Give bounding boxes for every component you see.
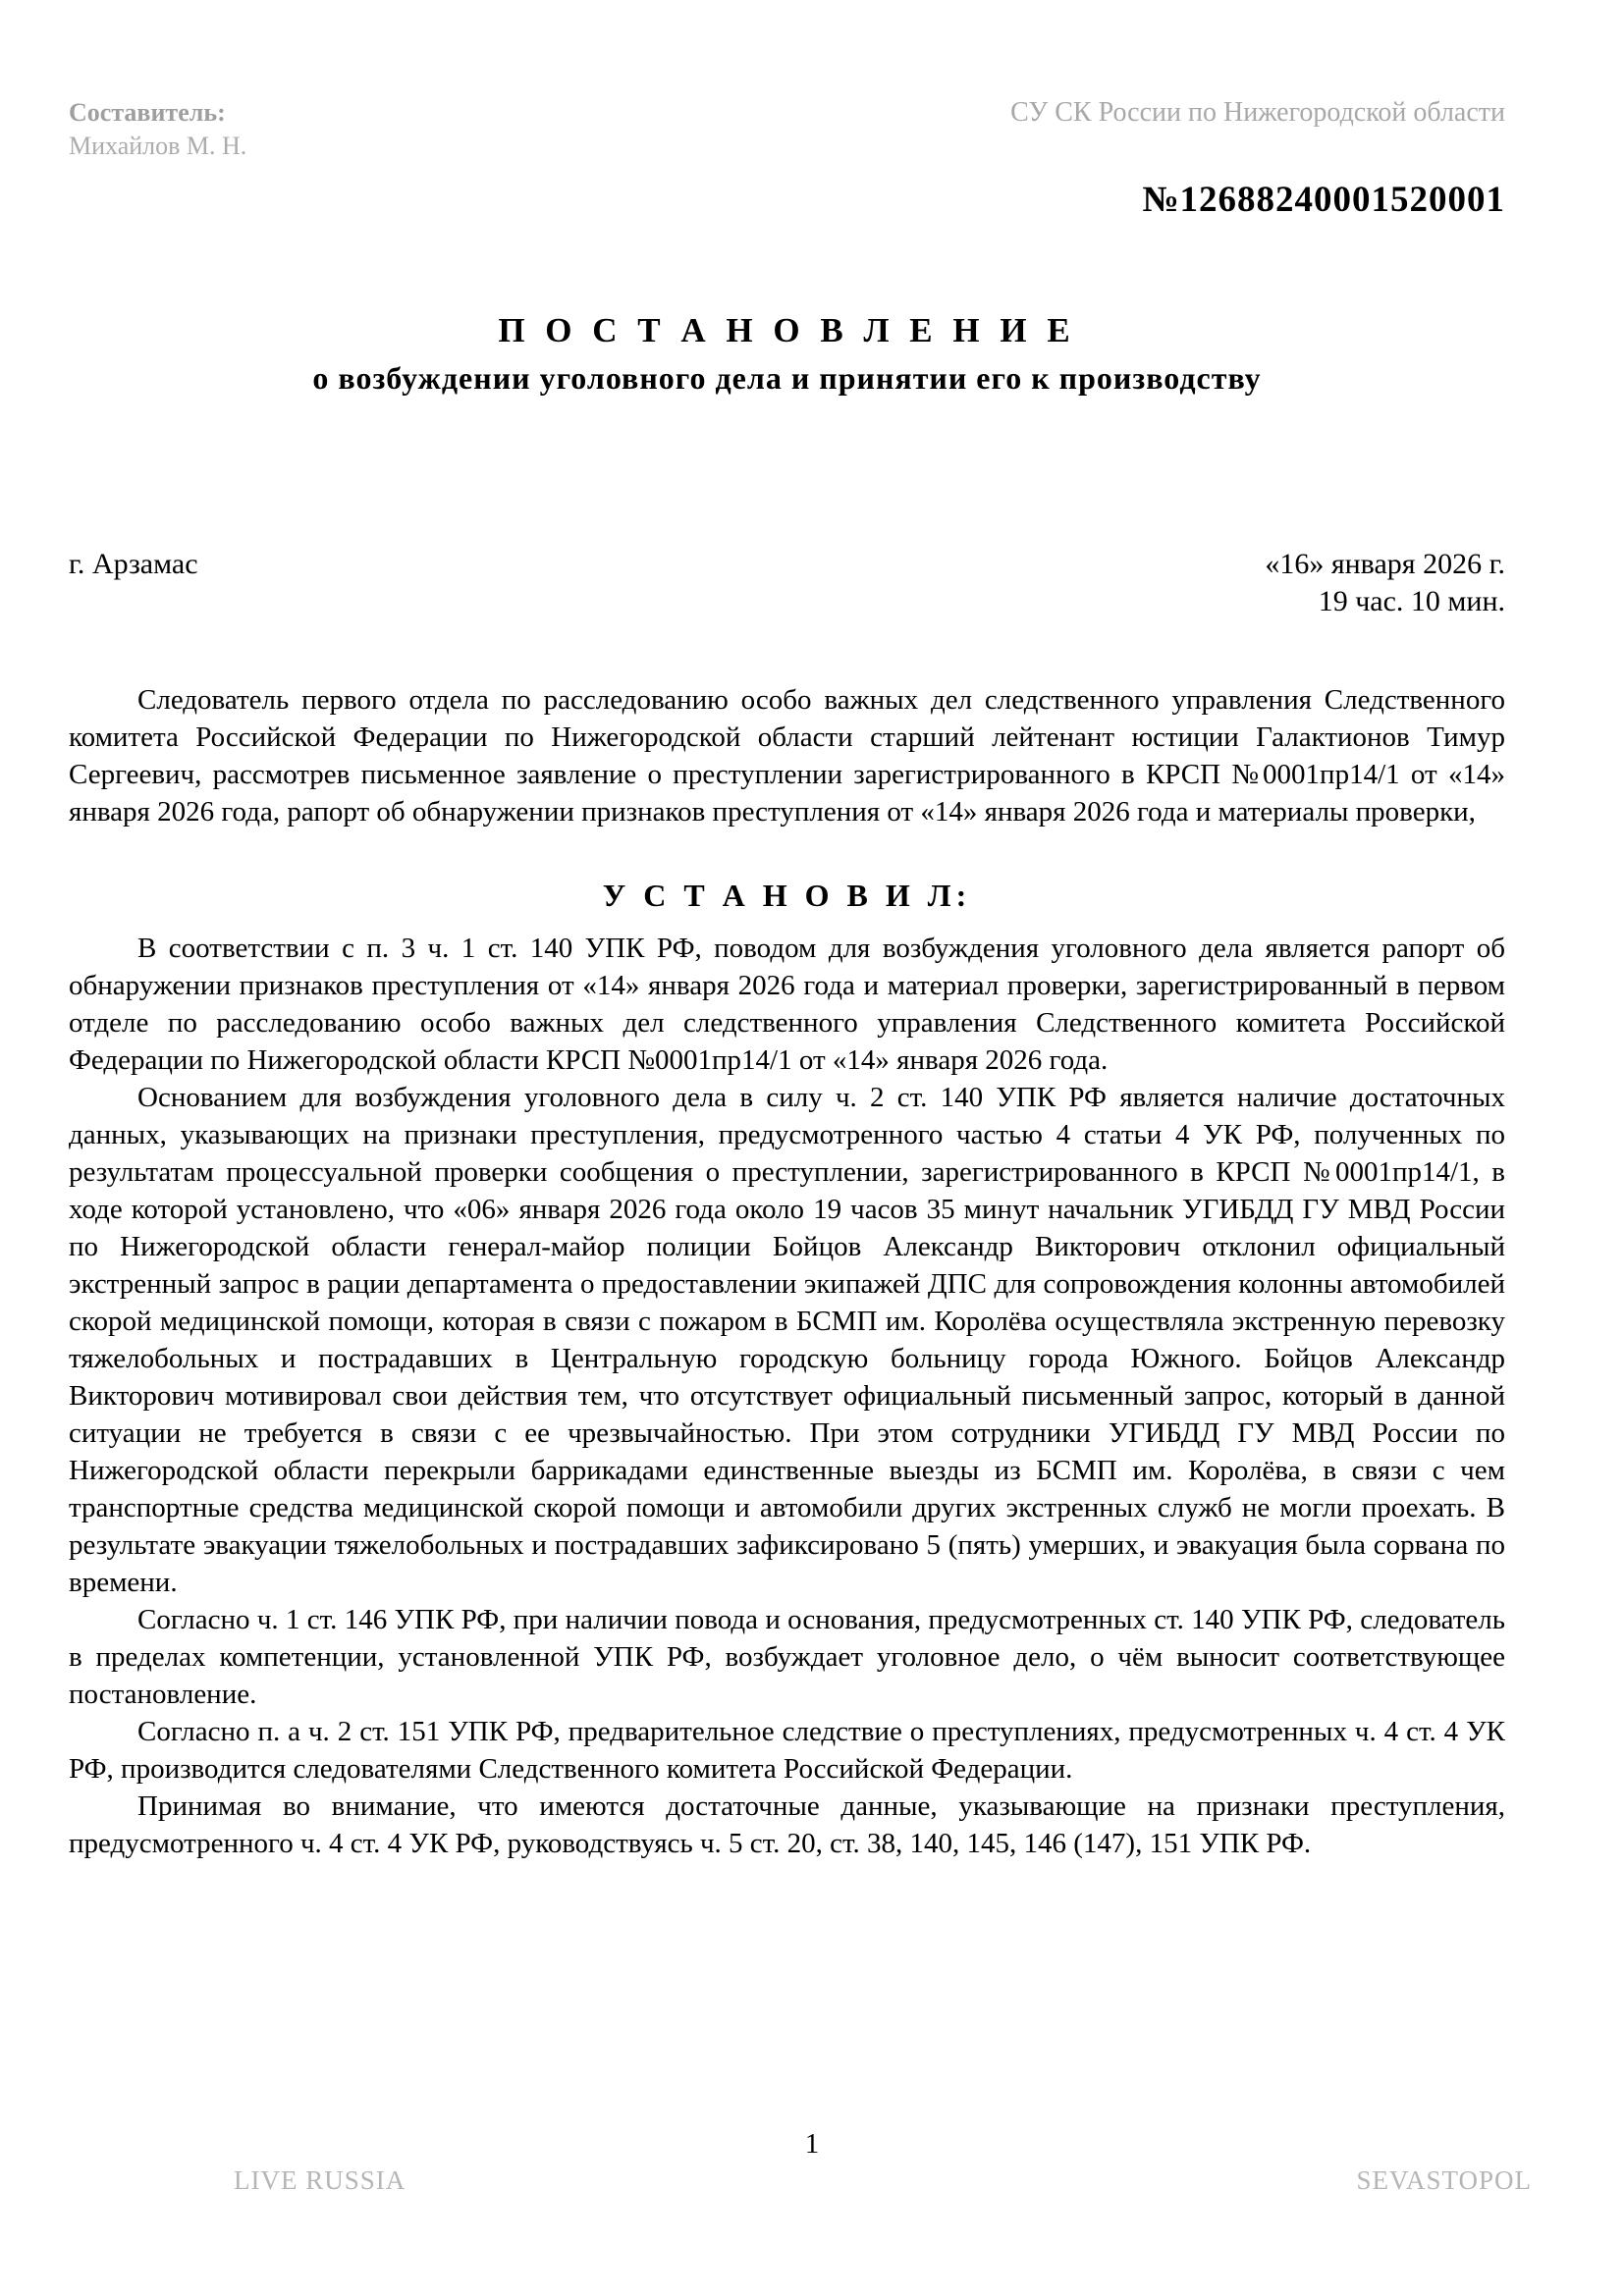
- org-name: СУ СК России по Нижегородской области: [1010, 97, 1505, 128]
- document-subtitle: о возбуждении уголовного дела и принятии его к производству: [312, 360, 1262, 396]
- place-date-row: [69, 546, 1505, 620]
- document-title: П О С Т А Н О В Л Е Н И Е: [498, 311, 1076, 349]
- body-paragraph: В соответствии с п. 3 ч. 1 ст. 140 УПК РФ, поводом для возбуждения уголовного дела является рапорт об обнаружении признаков преступления от «14» января 2026 года и материал проверки, зарегистрированный в первом отделе по расследованию особо важных дел следственного управления Следственного комитета Российской Федерации по Нижегородской области КРСП №0001пр14/1 от «14» января 2026 года.: [69, 933, 1505, 1076]
- body-paragraph: Основанием для возбуждения уголовного дела в силу ч. 2 ст. 140 УПК РФ является наличие достаточных данных, указывающих на признаки преступления, предусмотренного частью 4 статьи 4 УК РФ, полученных по результатам процессуальной проверки сообщения о преступлении, зарегистрированного в КРСП №0001пр14/1, в ходе которой установлено, что «06» января 2026 года около 19 часов 35 минут начальник УГИБДД ГУ МВД России по Нижегородской области генерал-майор полиции Бойцов Александр Викторович отклонил официальный экстренный запрос в рации департамента о предоставлении экипажей ДПС для сопровождения колонны автомобилей скорой медицинской помощи, которая в связи с пожаром в БСМП им. Королёва осуществляла экстренную перевозку тяжелобольных и пострадавших в Центральную городскую больницу города Южного. Бойцов Александр Викторович мотивировал свои действия тем, что отсутствует официальный письменный запрос, который в данной ситуации не требуется в связи с ее чрезвычайностью. При этом сотрудники УГИБДД ГУ МВД России по Нижегородской области перекрыли баррикадами единственные выезды из БСМП им. Королёва, в связи с чем транспортные средства медицинской скорой помощи и автомобили других экстренных служб не могли проехать. В результате эвакуации тяжелобольных и пострадавших зафиксировано 5 (пять) умерших, и эвакуация была сорвана по времени.: [69, 1082, 1505, 1598]
- datetime-block: [1265, 546, 1505, 620]
- body-paragraph: Принимая во внимание, что имеются достаточные данные, указывающие на признаки преступления, предусмотренного ч. 4 ст. 4 УК РФ, руководствуясь ч. 5 ст. 20, ст. 38, 140, 145, 146 (147), 151 УПК РФ.: [69, 1790, 1505, 1859]
- intro-paragraph: Следователь первого отдела по расследованию особо важных дел следственного управления Следственного комитета Российской Федерации по Нижегородской области старший лейтенант юстиции Галактионов Тимур Сергеевич, рассмотрев письменное заявление о преступлении зарегистрированного в КРСП №0001пр14/1 от «14» января 2026 года, рапорт об обнаружении признаков преступления от «14» января 2026 года и материалы проверки,: [69, 684, 1505, 828]
- document-time: 19 час. 10 мин.: [1318, 585, 1505, 617]
- compiler-block: [69, 96, 246, 163]
- document-header: [69, 96, 1505, 163]
- body-paragraph: Согласно ч. 1 ст. 146 УПК РФ, при наличии повода и основания, предусмотренных ст. 140 УПК РФ, следователь в пределах компетенции, установленной УПК РФ, возбуждает уголовное дело, о чём выносит соответствующее постановление.: [69, 1604, 1505, 1710]
- page-number: 1: [804, 2128, 820, 2160]
- footer-watermark-right: SEVASTOPOL: [1356, 2165, 1532, 2195]
- document-number: №12688240001520001: [1142, 180, 1505, 220]
- compiler-name: Михайлов М. Н.: [69, 132, 247, 160]
- city: г. Арзамас: [69, 548, 198, 580]
- document-date: «16» января 2026 г.: [1265, 548, 1505, 580]
- compiler-label: Составитель:: [69, 98, 226, 127]
- footer-watermark-left: LIVE RUSSIA: [234, 2165, 406, 2195]
- resolution-heading: У С Т А Н О В И Л:: [602, 878, 972, 913]
- body-paragraph: Согласно п. а ч. 2 ст. 151 УПК РФ, предварительное следствие о преступлениях, предусмотренных ч. 4 ст. 4 УК РФ, производится следователями Следственного комитета Российской Федерации.: [69, 1716, 1505, 1785]
